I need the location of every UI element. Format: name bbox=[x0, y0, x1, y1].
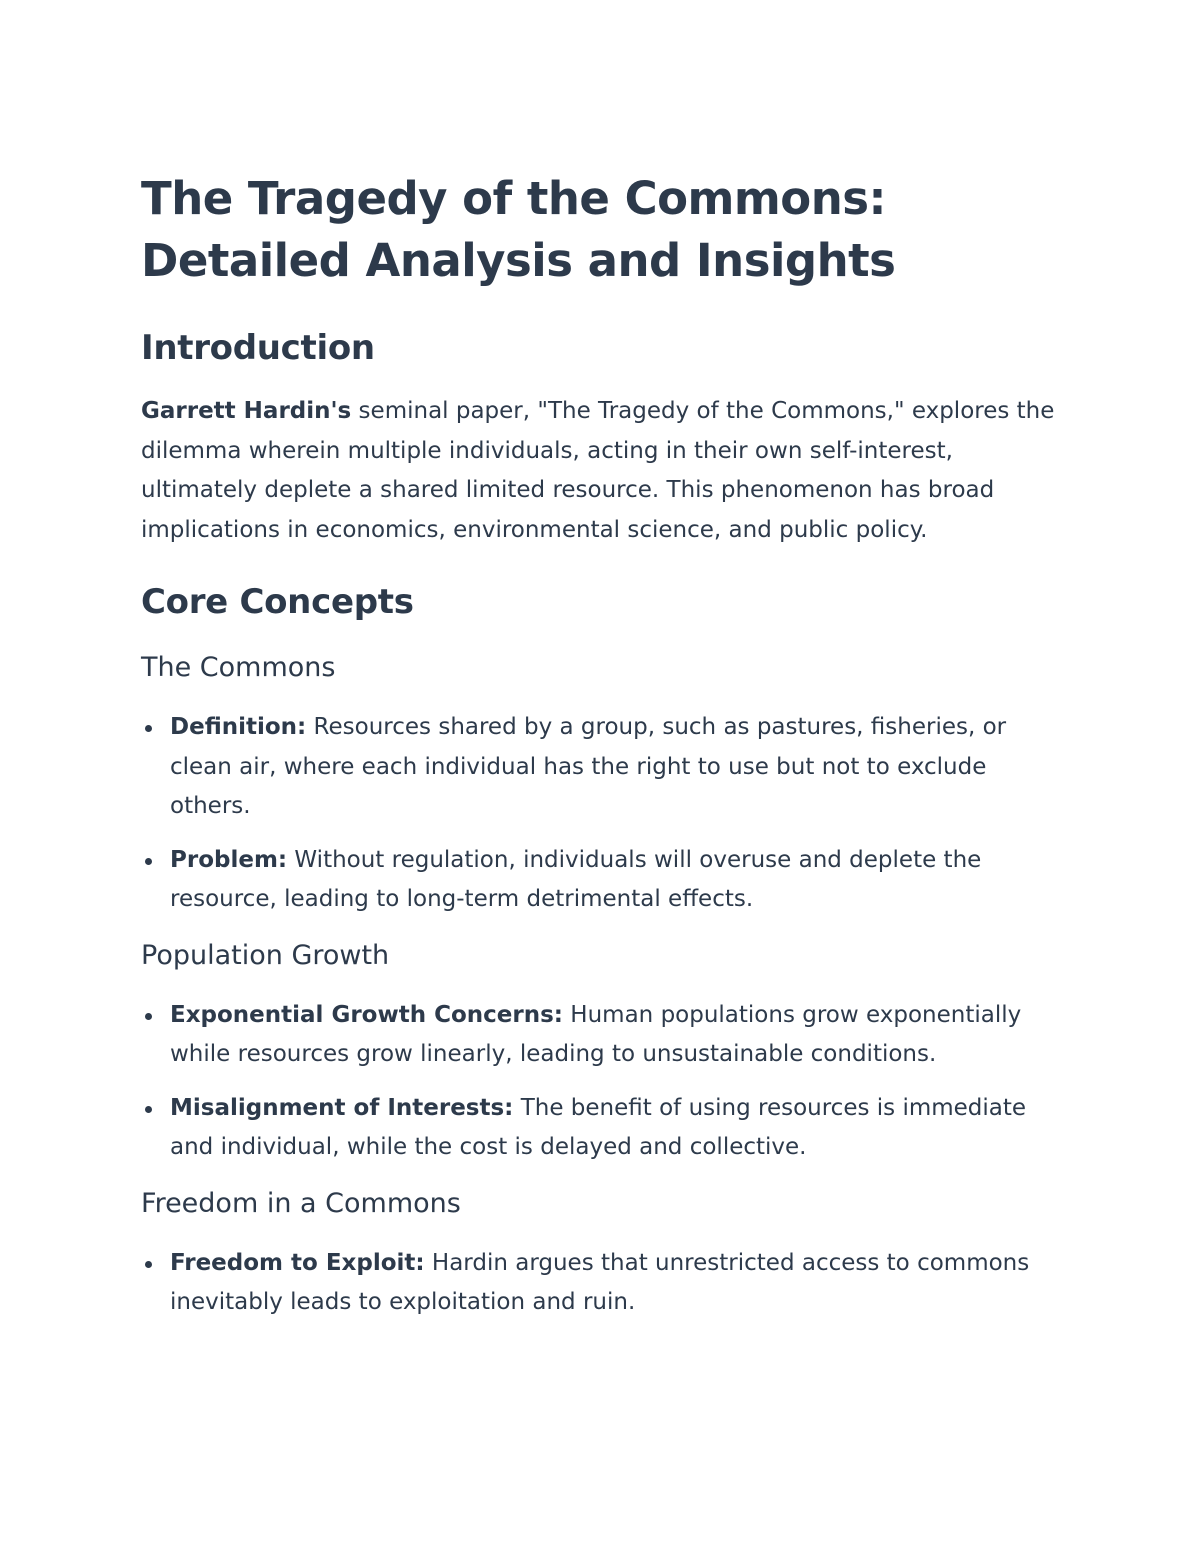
list-item bbox=[141, 841, 1061, 920]
term-description: Hardin argues that unrestricted access to commons inevitably leads to exploitation and ruin. bbox=[170, 1249, 1030, 1315]
term-description: Resources shared by a group, such as pastures, fisheries, or clean air, where each individual has the right to use but not to exclude others. bbox=[170, 714, 1007, 819]
author-name: Garrett Hardin's bbox=[141, 398, 352, 424]
term-label: Exponential Growth Concerns: bbox=[170, 1001, 563, 1028]
introduction-text: seminal paper, "The Tragedy of the Commons," explores the dilemma wherein multiple individuals, acting in their own self-interest, ultimately deplete a shared limited resource. This phenomenon has broad implications in economics, environmental science, and public policy. bbox=[141, 398, 1055, 543]
freedom-list bbox=[141, 1244, 1061, 1323]
list-item bbox=[141, 1244, 1061, 1323]
term-label: Definition: bbox=[170, 714, 307, 740]
list-item bbox=[141, 1089, 1061, 1168]
term-description: The benefit of using resources is immediate and individual, while the cost is delayed and collective. bbox=[170, 1094, 1027, 1160]
introduction-heading: Introduction bbox=[141, 328, 375, 368]
term-label: Problem: bbox=[170, 846, 288, 873]
commons-heading: The Commons bbox=[141, 652, 336, 683]
freedom-heading: Freedom in a Commons bbox=[141, 1187, 461, 1219]
document-page bbox=[141, 168, 1061, 1337]
bullet-icon bbox=[145, 1261, 152, 1268]
bullet-icon bbox=[145, 1106, 152, 1113]
commons-list bbox=[141, 708, 1061, 920]
population-growth-heading: Population Growth bbox=[141, 939, 390, 971]
core-concepts-heading: Core Concepts bbox=[141, 582, 414, 622]
term-label: Misalignment of Interests: bbox=[170, 1094, 514, 1121]
list-item bbox=[141, 996, 1061, 1075]
bullet-icon bbox=[145, 725, 152, 732]
term-description: Without regulation, individuals will overuse and deplete the resource, leading to long-term detrimental effects. bbox=[170, 846, 982, 912]
introduction-paragraph bbox=[141, 392, 1061, 550]
list-item bbox=[141, 708, 1061, 827]
bullet-icon bbox=[145, 1013, 152, 1020]
term-description: Human populations grow exponentially while resources grow linearly, leading to unsustainable conditions. bbox=[170, 1001, 1022, 1067]
document-title: The Tragedy of the Commons: Detailed Analysis and Insights bbox=[141, 172, 896, 287]
term-label: Freedom to Exploit: bbox=[170, 1249, 425, 1276]
population-growth-list bbox=[141, 996, 1061, 1168]
bullet-icon bbox=[145, 858, 152, 865]
